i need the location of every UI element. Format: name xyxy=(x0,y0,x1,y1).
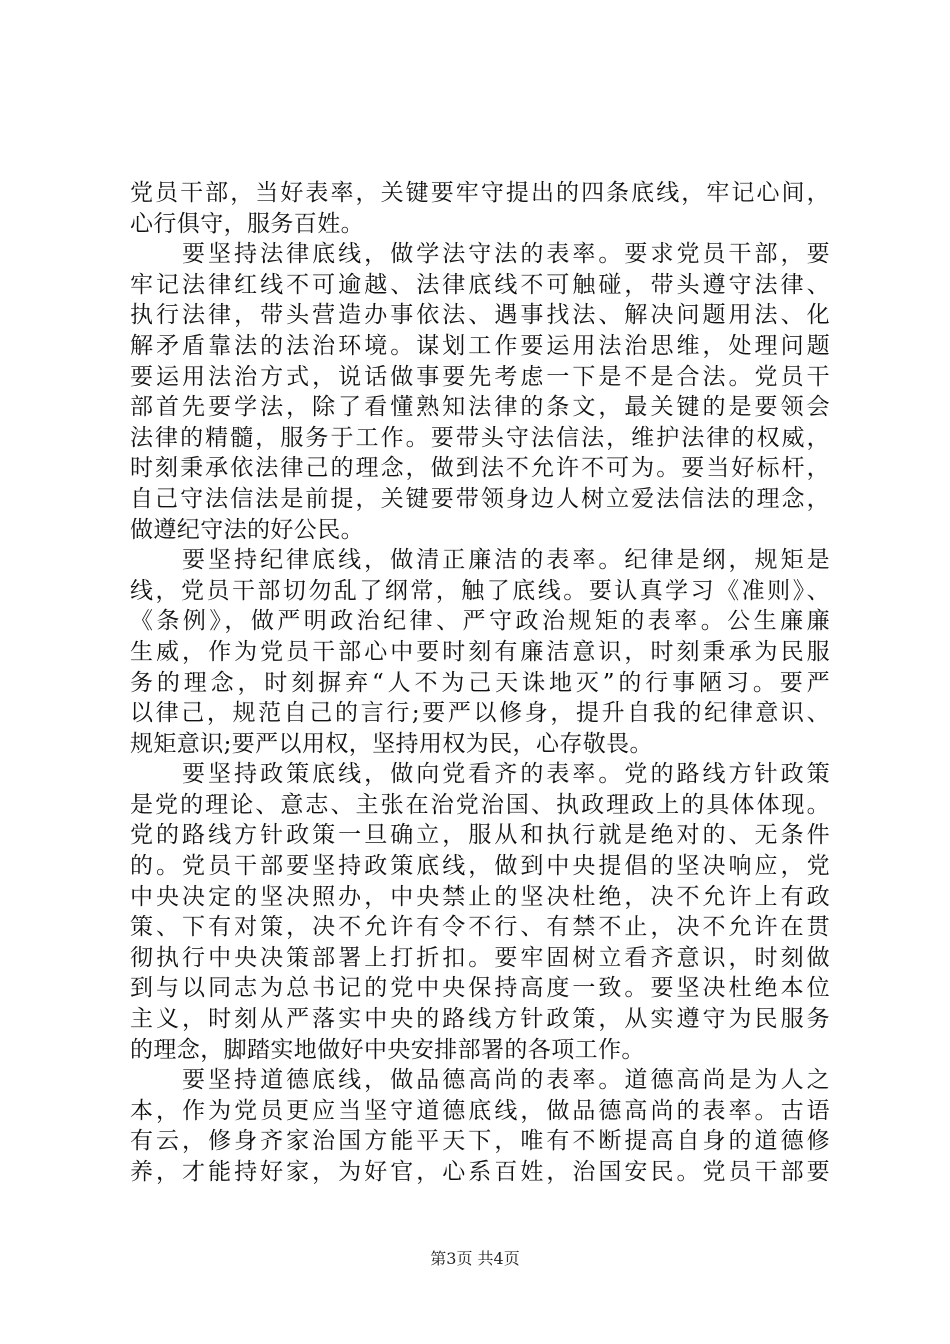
text-line: 养，才能持好家，为好官，心系百姓，治国安民。党员干部要 xyxy=(130,1159,830,1185)
text-line: 法律的精髓，服务于工作。要带头守法信法，维护法律的权威， xyxy=(130,424,830,451)
text-line: 策、下有对策，决不允许有令不行、有禁不止，决不允许在贯 xyxy=(130,914,830,941)
text-line: 的。党员干部要坚持政策底线，做到中央提倡的坚决响应，党 xyxy=(130,853,830,880)
paragraph-policy xyxy=(130,759,830,1065)
paragraph-morality xyxy=(130,1065,830,1187)
text-line: 心行俱守，服务百姓。 xyxy=(130,210,364,237)
text-line: 要运用法治方式，说话做事要先考虑一下是不是合法。党员干 xyxy=(130,363,830,390)
text-line: 党员干部，当好表率，关键要牢守提出的四条底线，牢记心间， xyxy=(130,180,830,206)
text-line: 的理念，脚踏实地做好中央安排部署的各项工作。 xyxy=(130,1036,645,1063)
text-line: 《条例》，做严明政治纪律、严守政治规矩的表率。公生廉廉 xyxy=(130,608,830,635)
text-line: 务的理念，时刻摒弃“人不为己天诛地灭”的行事陋习。要严 xyxy=(130,669,830,696)
text-line: 是党的理论、意志、主张在治党治国、执政理政上的具体体现。 xyxy=(130,791,830,818)
text-line: 执行法律，带头营造办事依法、遇事找法、解决问题用法、化 xyxy=(130,302,830,329)
text-line: 生威，作为党员干部心中要时刻有廉洁意识，时刻秉承为民服 xyxy=(130,638,830,665)
text-line: 时刻秉承依法律己的理念，做到法不允许不可为。要当好标杆， xyxy=(130,455,830,482)
text-line: 做遵纪守法的好公民。 xyxy=(130,516,364,543)
text-line: 本，作为党员更应当坚守道德底线，做品德高尚的表率。古语 xyxy=(130,1097,830,1124)
text-line: 以律己，规范自己的言行;要严以修身，提升自我的纪律意识、 xyxy=(130,700,830,727)
page-number-label: 第3页 共4页 xyxy=(430,1249,520,1268)
text-line: 牢记法律红线不可逾越、法律底线不可触碰，带头遵守法律、 xyxy=(130,271,830,298)
text-line: 主义，时刻从严落实中央的路线方针政策，从实遵守为民服务 xyxy=(130,1006,830,1033)
text-line: 中央决定的坚决照办，中央禁止的坚决杜绝，决不允许上有政 xyxy=(130,883,830,910)
paragraph-discipline xyxy=(130,545,830,759)
text-line: 规矩意识;要严以用权，坚持用权为民，心存敬畏。 xyxy=(130,730,653,757)
text-line: 线，党员干部切勿乱了纲常，触了底线。要认真学习《准则》、 xyxy=(130,577,830,604)
paragraph-law xyxy=(130,239,830,545)
text-line: 有云，修身齐家治国方能平天下，唯有不断提高自身的道德修 xyxy=(130,1128,830,1155)
text-line: 要坚持法律底线，做学法守法的表率。要求党员干部，要 xyxy=(182,241,830,268)
text-line: 彻执行中央决策部署上打折扣。要牢固树立看齐意识，时刻做 xyxy=(130,944,830,971)
body-text xyxy=(130,178,830,1188)
paragraph-1 xyxy=(130,178,830,239)
text-line: 自己守法信法是前提，关键要带领身边人树立爱法信法的理念， xyxy=(130,485,830,512)
text-line: 要坚持政策底线，做向党看齐的表率。党的路线方针政策 xyxy=(182,761,830,788)
text-line: 要坚持纪律底线，做清正廉洁的表率。纪律是纲，规矩是 xyxy=(182,547,830,574)
text-line: 到与以同志为总书记的党中央保持高度一致。要坚决杜绝本位 xyxy=(130,975,830,1002)
text-line: 党的路线方针政策一旦确立，服从和执行就是绝对的、无条件 xyxy=(130,822,830,849)
text-line: 要坚持道德底线，做品德高尚的表率。道德高尚是为人之 xyxy=(182,1067,830,1094)
page-footer xyxy=(0,1246,950,1269)
text-line: 解矛盾靠法的法治环境。谋划工作要运用法治思维，处理问题 xyxy=(130,332,830,359)
text-line: 部首先要学法，除了看懂熟知法律的条文，最关键的是要领会 xyxy=(130,394,830,421)
